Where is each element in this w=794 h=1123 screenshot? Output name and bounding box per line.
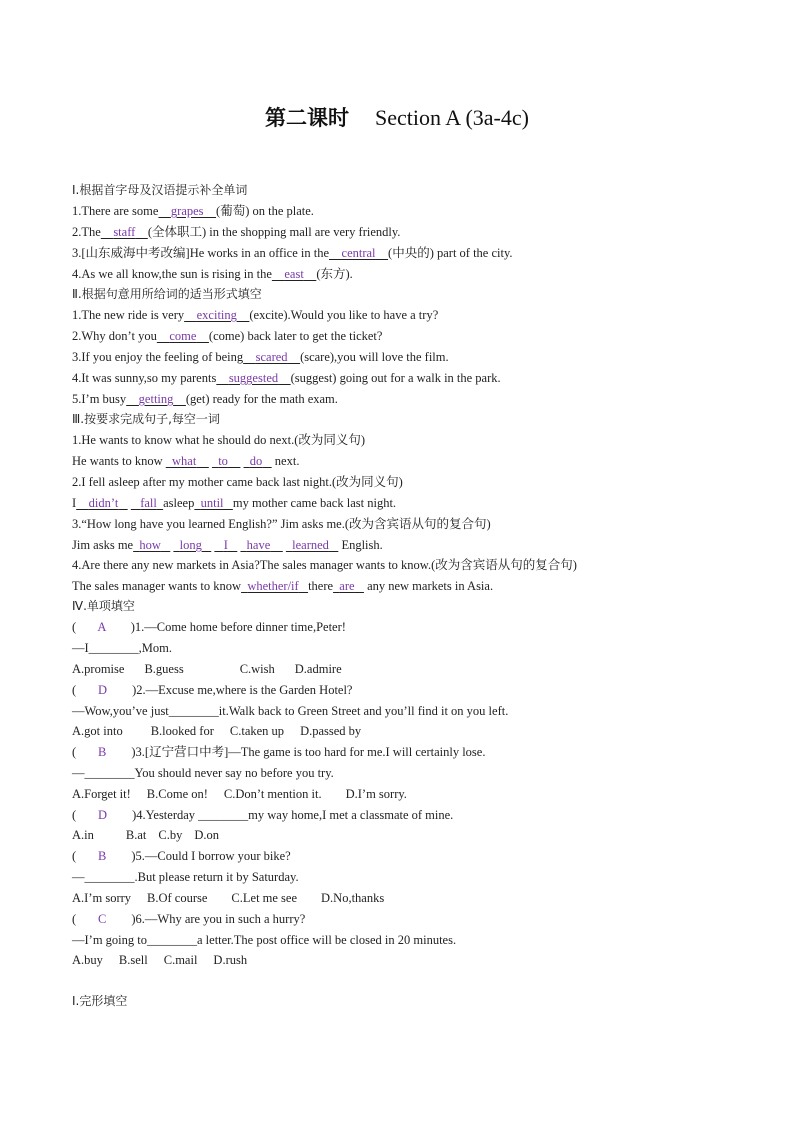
s4-q2-line2: —Wow,you’ve just________it.Walk back to Green Street and you’ll find it on you left. bbox=[72, 704, 509, 718]
s4-q3-line2: —________You should never say no before you try. bbox=[72, 766, 334, 780]
answer: to bbox=[218, 454, 228, 468]
s3-q4-answer-line: The sales manager wants to know whether/if there are any new markets in Asia. bbox=[72, 579, 494, 593]
section-3-heading: Ⅲ.按要求完成句子,每空一词 bbox=[72, 412, 220, 426]
answer: didn’t bbox=[88, 496, 119, 510]
section-2-heading: Ⅱ.根据句意用所给词的适当形式填空 bbox=[72, 287, 262, 301]
answer: fall bbox=[140, 496, 157, 510]
answer: central bbox=[341, 246, 376, 260]
answer: come bbox=[169, 329, 197, 343]
s2-q3: 3.If you enjoy the feeling of being scared (scare),you will love the film. bbox=[72, 350, 449, 364]
section-1-heading: Ⅰ.根据首字母及汉语提示补全单词 bbox=[72, 183, 248, 197]
answer: learned bbox=[292, 538, 329, 552]
s2-q5: 5.I’m busy getting (get) ready for the math exam. bbox=[72, 392, 338, 406]
s3-q3-answer-line: Jim asks me how long I have learned English. bbox=[72, 538, 383, 552]
answer: scared bbox=[255, 350, 288, 364]
answer: B bbox=[98, 745, 107, 759]
s1-q3: 3.[山东威海中考改编]He works in an office in the central (中央的) part of the city. bbox=[72, 246, 513, 260]
answer: D bbox=[98, 808, 108, 822]
answer: grapes bbox=[170, 204, 204, 218]
s4-q3-stem: ( B )3.[辽宁营口中考]—The game is too hard for me.I will certainly lose. bbox=[72, 745, 486, 759]
answer: whether/if bbox=[247, 579, 299, 593]
s4-q3-options: A.Forget it! B.Come on! C.Don’t mention it. D.I’m sorry. bbox=[72, 787, 407, 801]
s4-q5-stem: ( B )5.—Could I borrow your bike? bbox=[72, 849, 291, 863]
title-cn: 第二课时 bbox=[265, 106, 350, 130]
s4-q4-options: A.in B.at C.by D.on bbox=[72, 828, 219, 842]
page-title bbox=[0, 102, 794, 132]
answer: have bbox=[246, 538, 271, 552]
s1-q1: 1.There are some grapes (葡萄) on the plate. bbox=[72, 204, 314, 218]
section-4-heading: Ⅳ.单项填空 bbox=[72, 599, 135, 613]
answer: A bbox=[97, 620, 106, 634]
s2-q2: 2.Why don’t you come (come) back later to get the ticket? bbox=[72, 329, 383, 343]
s4-q6-stem: ( C )6.—Why are you in such a hurry? bbox=[72, 912, 306, 926]
s4-q1-options: A.promise B.guess C.wish D.admire bbox=[72, 662, 342, 676]
answer: D bbox=[98, 683, 108, 697]
answer: I bbox=[223, 538, 228, 552]
s4-q6-options: A.buy B.sell C.mail D.rush bbox=[72, 953, 248, 967]
s4-q1-line2: —I________,Mom. bbox=[72, 641, 172, 655]
answer: exciting bbox=[196, 308, 237, 322]
s3-q4-prompt: 4.Are there any new markets in Asia?The sales manager wants to know.(改为含宾语从句的复合句) bbox=[72, 558, 577, 572]
s4-q2-options: A.got into B.looked for C.taken up D.passed by bbox=[72, 724, 362, 738]
s2-q1: 1.The new ride is very exciting (excite).Would you like to have a try? bbox=[72, 308, 439, 322]
s4-q5-line2: —________.But please return it by Saturday. bbox=[72, 870, 299, 884]
answer: long bbox=[179, 538, 202, 552]
s1-q4: 4.As we all know,the sun is rising in the east (东方). bbox=[72, 267, 353, 281]
answer: staff bbox=[113, 225, 136, 239]
answer: getting bbox=[138, 392, 174, 406]
s3-q2-prompt: 2.I fell asleep after my mother came back last night.(改为同义句) bbox=[72, 475, 403, 489]
title-en: Section A (3a-4c) bbox=[375, 105, 529, 130]
answer: B bbox=[98, 849, 107, 863]
s4-q5-options: A.I’m sorry B.Of course C.Let me see D.No,thanks bbox=[72, 891, 385, 905]
answer: are bbox=[339, 579, 355, 593]
answer: suggested bbox=[228, 371, 279, 385]
section-5-heading: Ⅰ.完形填空 bbox=[72, 994, 128, 1008]
s3-q2-answer-line: I didn’t fall asleep until my mother came back last night. bbox=[72, 496, 397, 510]
answer: what bbox=[172, 454, 197, 468]
s4-q6-line2: —I’m going to________a letter.The post office will be closed in 20 minutes. bbox=[72, 933, 457, 947]
s3-q3-prompt: 3.“How long have you learned English?” Jim asks me.(改为含宾语从句的复合句) bbox=[72, 517, 491, 531]
s2-q4: 4.It was sunny,so my parents suggested (suggest) going out for a walk in the park. bbox=[72, 371, 501, 385]
s4-q1-stem: ( A )1.—Come home before dinner time,Peter! bbox=[72, 620, 346, 634]
answer: how bbox=[139, 538, 161, 552]
answer: until bbox=[200, 496, 224, 510]
s4-q4-stem: ( D )4.Yesterday ________my way home,I met a classmate of mine. bbox=[72, 808, 454, 822]
s3-q1-answer-line: He wants to know what to do next. bbox=[72, 454, 300, 468]
s1-q2: 2.The staff (全体职工) in the shopping mall are very friendly. bbox=[72, 225, 401, 239]
answer: east bbox=[284, 267, 304, 281]
s3-q1-prompt: 1.He wants to know what he should do next.(改为同义句) bbox=[72, 433, 366, 447]
answer: C bbox=[98, 912, 107, 926]
s4-q2-stem: ( D )2.—Excuse me,where is the Garden Hotel? bbox=[72, 683, 353, 697]
answer: do bbox=[249, 454, 263, 468]
